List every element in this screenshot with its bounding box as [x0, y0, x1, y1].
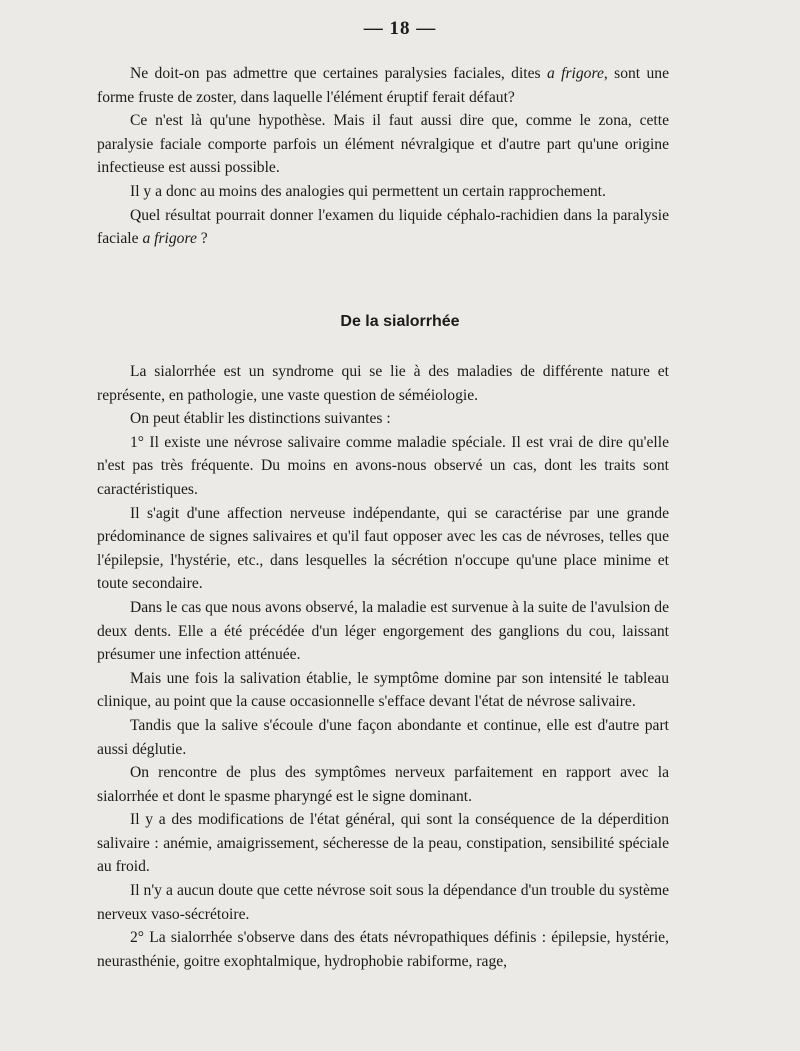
intro-paragraph-2: Ce n'est là qu'une hypothèse. Mais il faut aussi dire que, comme le zona, cette paralysie faciale comporte parfois un élément névralgique et d'autre part qu'une origine infectieuse est aussi possible. — [97, 112, 669, 177]
body-paragraph: Mais une fois la salivation établie, le symptôme domine par son intensité le tableau clinique, au point que la cause occasionnelle s'efface devant l'état de névrose salivaire. — [97, 669, 669, 711]
body-paragraph: Il s'agit d'une affection nerveuse indépendante, qui se caractérise par une grande prédominance de signes salivaires et qu'il faut opposer avec les cas de névroses, telles que l'épilepsie, l'hystérie, etc., dans lesquelles la sécrétion n'occupe qu'une place minime et toute secondaire. — [97, 504, 669, 593]
italic-phrase: a frigore — [546, 65, 604, 82]
intro-text — [97, 62, 669, 251]
body-paragraph: Tandis que la salive s'écoule d'une façon abondante et continue, elle est d'autre part aussi déglutie. — [97, 716, 669, 758]
body-paragraph: 2° La sialorrhée s'observe dans des états névropathiques définis : épilepsie, hystérie, neurasthénie, goitre exophtalmique, hydrophobie rabiforme, rage, — [97, 929, 669, 970]
body-paragraph: On rencontre de plus des symptômes nerveux parfaitement en rapport avec la sialorrhée et dont le spasme pharyngé est le signe dominant. — [97, 764, 669, 805]
intro-paragraph-4: Quel résultat pourrait donner l'examen du liquide céphalo-rachidien dans la paralysie faciale a frigore ? — [97, 206, 669, 248]
section-heading: De la sialorrhée — [340, 313, 460, 330]
body-paragraph: Dans le cas que nous avons observé, la maladie est survenue à la suite de l'avulsion de deux dents. Elle a été précédée d'un léger engorgement des ganglions du cou, laissant présumer une infection atténuée. — [97, 598, 669, 664]
intro-paragraph-3: Il y a donc au moins des analogies qui permettent un certain rapprochement. — [130, 182, 606, 200]
page-number: — 18 — — [363, 18, 437, 39]
section-body — [97, 360, 669, 973]
body-paragraph: Il y a des modifications de l'état général, qui sont la conséquence de la déperdition salivaire : anémie, amaigrissement, sécheresse de la peau, constipation, sensibilité spéciale au froid. — [97, 811, 669, 876]
italic-phrase: a frigore — [142, 230, 197, 248]
body-paragraph: La sialorrhée est un syndrome qui se lie à des maladies de différente nature et représente, en pathologie, une vaste question de séméiologie. — [97, 363, 669, 404]
body-paragraph: 1° Il existe une névrose salivaire comme maladie spéciale. Il est vrai de dire qu'elle n'est pas très fréquente. Du moins en avons-nous observé un cas, dont les traits sont caractéristiques. — [97, 433, 669, 498]
intro-paragraph-1: Ne doit-on pas admettre que certaines paralysies faciales, dites a frigore, sont une forme fruste de zoster, dans laquelle l'élément éruptif ferait défaut? — [97, 65, 669, 106]
body-paragraph: Il n'y a aucun doute que cette névrose soit sous la dépendance d'un trouble du système nerveux vaso-sécrétoire. — [97, 882, 669, 923]
body-paragraph: On peut établir les distinctions suivantes : — [130, 410, 391, 428]
